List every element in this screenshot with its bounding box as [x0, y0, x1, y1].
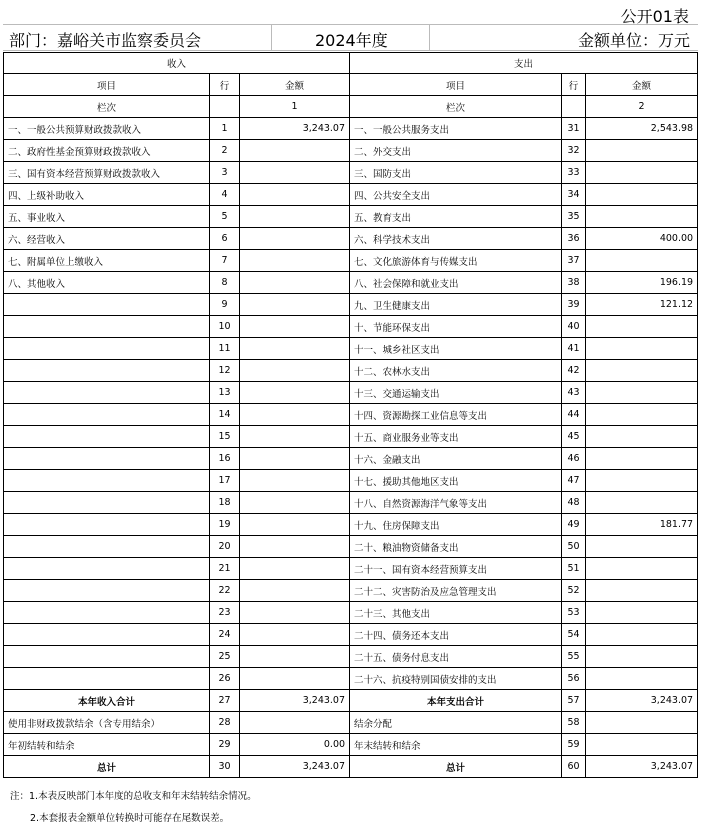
table-row	[4, 668, 698, 690]
income-amount-cell	[240, 712, 350, 734]
expense-amount-cell	[586, 668, 698, 690]
expense-amount-cell	[586, 624, 698, 646]
expense-row-number: 41	[562, 338, 586, 360]
table-row	[4, 734, 698, 756]
income-item-cell: 八、其他收入	[4, 272, 210, 294]
expense-amount-cell: 181.77	[586, 514, 698, 536]
expense-item-cell: 年末结转和结余	[350, 734, 562, 756]
income-amount-cell	[240, 294, 350, 316]
expense-amount-cell	[586, 426, 698, 448]
expense-amount-cell	[586, 382, 698, 404]
income-amount-cell	[240, 492, 350, 514]
expense-amount-cell	[586, 360, 698, 382]
expense-amount-cell	[586, 734, 698, 756]
income-row-number: 13	[210, 382, 240, 404]
expense-row-number: 35	[562, 206, 586, 228]
expense-row-number: 33	[562, 162, 586, 184]
expense-amount-cell	[586, 448, 698, 470]
table-row	[4, 162, 698, 184]
income-row-number: 14	[210, 404, 240, 426]
table-row	[4, 514, 698, 536]
table-row	[4, 690, 698, 712]
expense-item-cell: 十三、交通运输支出	[350, 382, 562, 404]
income-item-cell	[4, 382, 210, 404]
expense-amount-cell	[586, 250, 698, 272]
expense-item-cell: 十二、农林水支出	[350, 360, 562, 382]
expense-amount-cell	[586, 580, 698, 602]
expense-amount-cell	[586, 712, 698, 734]
income-amount-cell	[240, 448, 350, 470]
income-amount-cell	[240, 668, 350, 690]
expense-row-number: 53	[562, 602, 586, 624]
table-row	[4, 448, 698, 470]
expense-row-number: 44	[562, 404, 586, 426]
income-row-number: 27	[210, 690, 240, 712]
expense-row-number: 56	[562, 668, 586, 690]
income-row-number: 23	[210, 602, 240, 624]
expense-amount-cell: 3,243.07	[586, 690, 698, 712]
income-item-cell	[4, 360, 210, 382]
expense-item-cell: 总计	[350, 756, 562, 778]
expense-amount-cell	[586, 338, 698, 360]
expense-amount-cell: 3,243.07	[586, 756, 698, 778]
income-amount-cell	[240, 162, 350, 184]
expense-row-number: 47	[562, 470, 586, 492]
expense-column-number: 2	[586, 96, 698, 118]
expense-row-number: 34	[562, 184, 586, 206]
column-header-row	[4, 74, 698, 96]
income-row-number: 12	[210, 360, 240, 382]
income-item-cell: 总计	[4, 756, 210, 778]
table-row	[4, 382, 698, 404]
income-row-number: 26	[210, 668, 240, 690]
income-item-cell	[4, 492, 210, 514]
expense-item-cell: 二十四、债务还本支出	[350, 624, 562, 646]
income-amount-cell	[240, 404, 350, 426]
table-row	[4, 360, 698, 382]
expense-amount-cell	[586, 558, 698, 580]
expense-amount-cell	[586, 404, 698, 426]
income-item-cell	[4, 338, 210, 360]
expense-amount-cell	[586, 316, 698, 338]
expense-amount-cell	[586, 646, 698, 668]
table-row	[4, 580, 698, 602]
expense-row-number: 52	[562, 580, 586, 602]
expense-amount-cell	[586, 162, 698, 184]
expense-item-cell: 十九、住房保障支出	[350, 514, 562, 536]
income-row-number: 25	[210, 646, 240, 668]
amount-unit: 金额单位：万元	[577, 31, 690, 50]
income-amount-cell	[240, 272, 350, 294]
income-row-number: 11	[210, 338, 240, 360]
expense-item-cell: 八、社会保障和就业支出	[350, 272, 562, 294]
column-number-row	[4, 96, 698, 118]
expense-amount-cell	[586, 470, 698, 492]
expense-amount-cell	[586, 184, 698, 206]
expense-row-number: 51	[562, 558, 586, 580]
income-amount-cell	[240, 228, 350, 250]
income-amount-cell	[240, 624, 350, 646]
income-row-number: 30	[210, 756, 240, 778]
expense-amount-cell	[586, 206, 698, 228]
income-row-number: 20	[210, 536, 240, 558]
footnote: 2.本套报表金额单位转换时可能存在尾数误差。	[30, 813, 230, 824]
income-amount-cell	[240, 602, 350, 624]
income-item-cell: 六、经营收入	[4, 228, 210, 250]
income-amount-cell	[240, 426, 350, 448]
income-item-cell	[4, 580, 210, 602]
empty-cell	[210, 96, 240, 118]
expense-amount-cell	[586, 140, 698, 162]
income-item-cell: 使用非财政拨款结余（含专用结余）	[4, 712, 210, 734]
income-row-number: 16	[210, 448, 240, 470]
expense-item-cell: 本年支出合计	[350, 690, 562, 712]
expense-row-number: 40	[562, 316, 586, 338]
income-amount-header: 金额	[240, 74, 350, 96]
expense-amount-cell	[586, 536, 698, 558]
income-item-cell: 五、事业收入	[4, 206, 210, 228]
expense-amount-cell: 121.12	[586, 294, 698, 316]
expense-item-cell: 十一、城乡社区支出	[350, 338, 562, 360]
table-row	[4, 118, 698, 140]
footnote: 注：1.本表反映部门本年度的总收支和年末结转结余情况。	[10, 791, 257, 802]
table-row	[4, 536, 698, 558]
income-row-number: 21	[210, 558, 240, 580]
expense-item-cell: 二、外交支出	[350, 140, 562, 162]
section-header-row	[4, 53, 698, 74]
income-amount-cell	[240, 536, 350, 558]
expense-amount-cell	[586, 492, 698, 514]
expense-row-number: 39	[562, 294, 586, 316]
expense-item-cell: 二十二、灾害防治及应急管理支出	[350, 580, 562, 602]
income-amount-cell	[240, 470, 350, 492]
expense-item-cell: 九、卫生健康支出	[350, 294, 562, 316]
income-item-cell: 三、国有资本经营预算财政拨款收入	[4, 162, 210, 184]
income-row-number: 3	[210, 162, 240, 184]
expense-item-cell: 三、国防支出	[350, 162, 562, 184]
income-amount-cell: 3,243.07	[240, 690, 350, 712]
income-amount-cell	[240, 558, 350, 580]
table-row	[4, 756, 698, 778]
expense-row-number: 55	[562, 646, 586, 668]
table-row	[4, 646, 698, 668]
table-row	[4, 338, 698, 360]
table-row	[4, 272, 698, 294]
income-row-number: 5	[210, 206, 240, 228]
footnotes	[10, 786, 257, 830]
income-row-number: 9	[210, 294, 240, 316]
income-item-cell	[4, 536, 210, 558]
table-row	[4, 316, 698, 338]
income-item-cell	[4, 316, 210, 338]
form-code: 公开01表	[620, 7, 689, 26]
income-column-label: 栏次	[4, 96, 210, 118]
expense-item-cell: 二十一、国有资本经营预算支出	[350, 558, 562, 580]
expense-row-number: 50	[562, 536, 586, 558]
income-amount-cell	[240, 580, 350, 602]
expense-row-number: 36	[562, 228, 586, 250]
income-amount-cell	[240, 514, 350, 536]
expense-amount-header: 金额	[586, 74, 698, 96]
table-row	[4, 228, 698, 250]
income-row-header: 行	[210, 74, 240, 96]
expense-amount-cell: 2,543.98	[586, 118, 698, 140]
expense-row-number: 57	[562, 690, 586, 712]
expense-item-cell: 十、节能环保支出	[350, 316, 562, 338]
expense-item-cell: 一、一般公共服务支出	[350, 118, 562, 140]
income-amount-cell: 3,243.07	[240, 118, 350, 140]
expense-item-cell: 结余分配	[350, 712, 562, 734]
income-item-cell	[4, 514, 210, 536]
expense-row-header: 行	[562, 74, 586, 96]
expense-amount-cell	[586, 602, 698, 624]
income-row-number: 10	[210, 316, 240, 338]
empty-cell	[562, 96, 586, 118]
income-item-cell: 一、一般公共预算财政拨款收入	[4, 118, 210, 140]
expense-row-number: 48	[562, 492, 586, 514]
income-item-cell	[4, 448, 210, 470]
income-row-number: 8	[210, 272, 240, 294]
income-item-cell	[4, 646, 210, 668]
header-divider	[429, 25, 430, 50]
income-amount-cell	[240, 140, 350, 162]
table-row	[4, 712, 698, 734]
expense-item-cell: 十八、自然资源海洋气象等支出	[350, 492, 562, 514]
income-amount-cell	[240, 338, 350, 360]
expense-item-cell: 十四、资源勘探工业信息等支出	[350, 404, 562, 426]
expense-item-cell: 五、教育支出	[350, 206, 562, 228]
table-row	[4, 624, 698, 646]
expense-row-number: 32	[562, 140, 586, 162]
expense-item-cell: 十七、援助其他地区支出	[350, 470, 562, 492]
income-row-number: 19	[210, 514, 240, 536]
table-row	[4, 184, 698, 206]
header-divider	[271, 25, 272, 50]
expense-item-cell: 六、科学技术支出	[350, 228, 562, 250]
expense-row-number: 43	[562, 382, 586, 404]
table-row	[4, 404, 698, 426]
expense-item-cell: 二十、粮油物资储备支出	[350, 536, 562, 558]
expense-amount-cell: 400.00	[586, 228, 698, 250]
income-amount-cell	[240, 206, 350, 228]
income-item-cell: 七、附属单位上缴收入	[4, 250, 210, 272]
expense-row-number: 54	[562, 624, 586, 646]
income-row-number: 24	[210, 624, 240, 646]
income-row-number: 15	[210, 426, 240, 448]
department-label: 部门：嘉峪关市监察委员会	[9, 31, 202, 50]
table-row	[4, 294, 698, 316]
income-row-number: 17	[210, 470, 240, 492]
expense-row-number: 42	[562, 360, 586, 382]
expense-item-cell: 四、公共安全支出	[350, 184, 562, 206]
income-column-number: 1	[240, 96, 350, 118]
table-row	[4, 140, 698, 162]
expense-row-number: 59	[562, 734, 586, 756]
table-row	[4, 206, 698, 228]
expense-row-number: 60	[562, 756, 586, 778]
expense-item-cell: 二十六、抗疫特别国债安排的支出	[350, 668, 562, 690]
income-item-cell	[4, 404, 210, 426]
expense-row-number: 46	[562, 448, 586, 470]
income-item-cell	[4, 668, 210, 690]
income-item-cell: 本年收入合计	[4, 690, 210, 712]
income-item-cell	[4, 426, 210, 448]
income-item-header: 项目	[4, 74, 210, 96]
income-item-cell: 四、上级补助收入	[4, 184, 210, 206]
income-row-number: 6	[210, 228, 240, 250]
income-item-cell	[4, 470, 210, 492]
income-row-number: 4	[210, 184, 240, 206]
income-row-number: 18	[210, 492, 240, 514]
expense-item-cell: 二十五、债务付息支出	[350, 646, 562, 668]
income-amount-cell: 0.00	[240, 734, 350, 756]
income-amount-cell	[240, 316, 350, 338]
table-row	[4, 558, 698, 580]
expense-row-number: 58	[562, 712, 586, 734]
income-row-number: 7	[210, 250, 240, 272]
income-item-cell	[4, 294, 210, 316]
income-amount-cell	[240, 250, 350, 272]
expense-amount-cell: 196.19	[586, 272, 698, 294]
income-amount-cell	[240, 184, 350, 206]
expense-row-number: 49	[562, 514, 586, 536]
income-item-cell	[4, 558, 210, 580]
income-item-cell	[4, 602, 210, 624]
income-section-title: 收入	[4, 53, 350, 74]
income-item-cell	[4, 624, 210, 646]
table-row	[4, 602, 698, 624]
table-row	[4, 426, 698, 448]
income-row-number: 22	[210, 580, 240, 602]
expense-row-number: 38	[562, 272, 586, 294]
income-row-number: 1	[210, 118, 240, 140]
expense-item-header: 项目	[350, 74, 562, 96]
table-row	[4, 250, 698, 272]
table-row	[4, 492, 698, 514]
expense-item-cell: 七、文化旅游体育与传媒支出	[350, 250, 562, 272]
table-row	[4, 470, 698, 492]
fiscal-year: 2024年度	[315, 31, 388, 50]
expense-row-number: 37	[562, 250, 586, 272]
expense-item-cell: 十六、金融支出	[350, 448, 562, 470]
income-amount-cell: 3,243.07	[240, 756, 350, 778]
expense-item-cell: 二十三、其他支出	[350, 602, 562, 624]
income-amount-cell	[240, 646, 350, 668]
income-expense-table	[3, 52, 698, 778]
expense-row-number: 31	[562, 118, 586, 140]
expense-column-label: 栏次	[350, 96, 562, 118]
report-header	[3, 24, 698, 51]
expense-section-title: 支出	[350, 53, 698, 74]
income-row-number: 28	[210, 712, 240, 734]
income-item-cell: 年初结转和结余	[4, 734, 210, 756]
income-amount-cell	[240, 382, 350, 404]
income-row-number: 2	[210, 140, 240, 162]
income-item-cell: 二、政府性基金预算财政拨款收入	[4, 140, 210, 162]
income-row-number: 29	[210, 734, 240, 756]
expense-row-number: 45	[562, 426, 586, 448]
income-amount-cell	[240, 360, 350, 382]
expense-item-cell: 十五、商业服务业等支出	[350, 426, 562, 448]
